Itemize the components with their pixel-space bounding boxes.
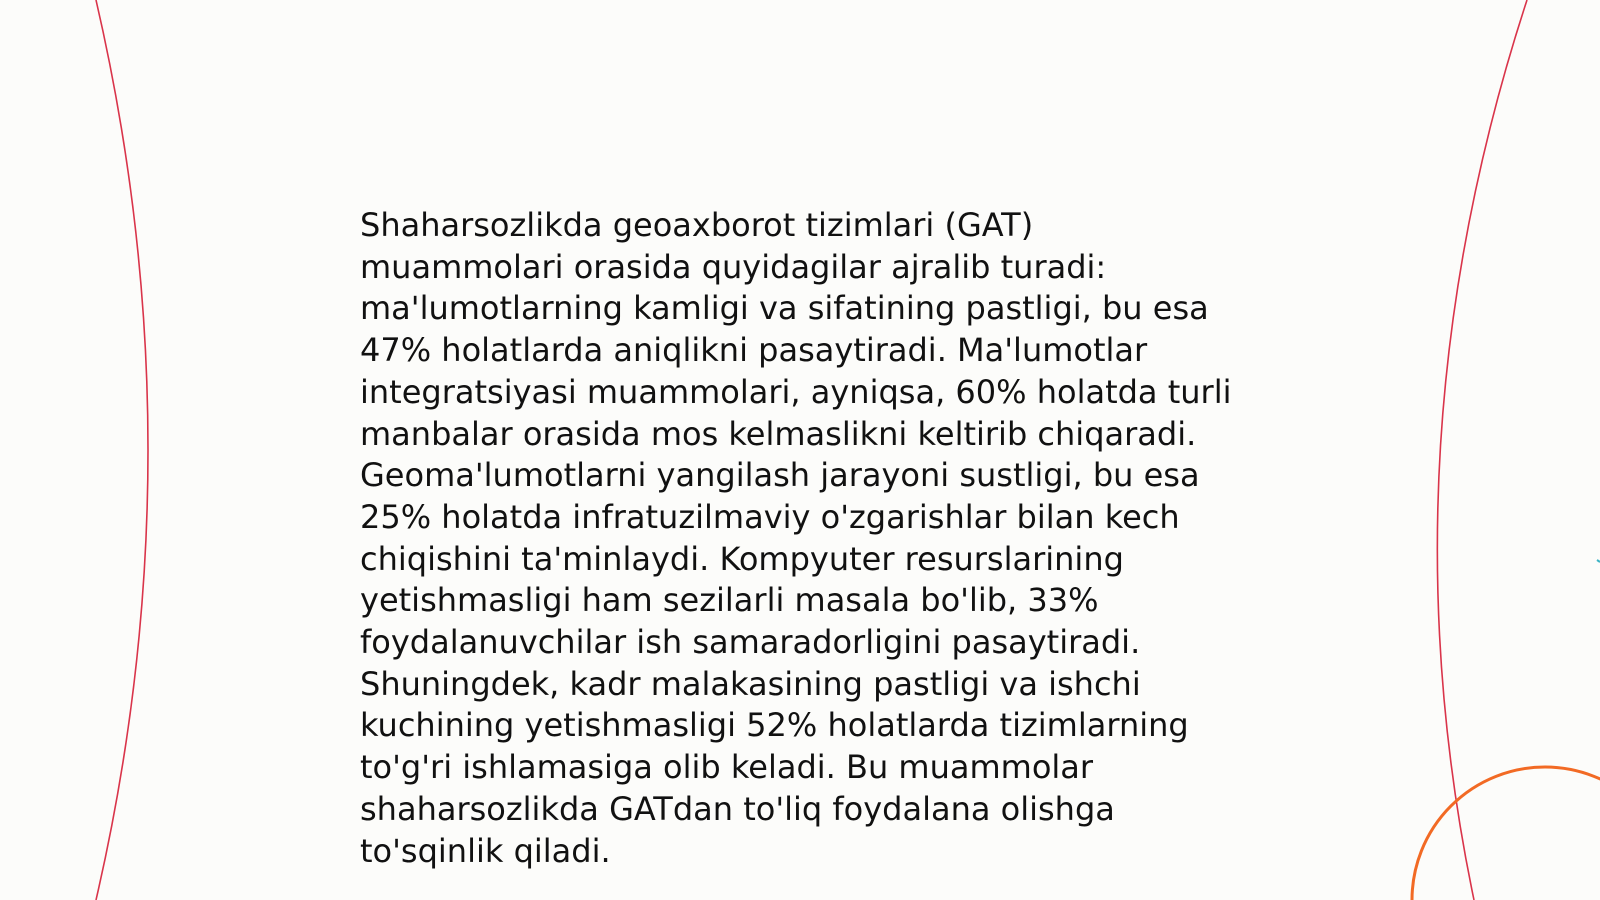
left-arc bbox=[96, 0, 148, 900]
text-line: yetishmasligi ham sezilarli masala bo'lib, 33% bbox=[360, 581, 1099, 620]
text-line: Shaharsozlikda geoaxborot tizimlari (GAT) bbox=[360, 206, 1034, 244]
body-paragraph bbox=[360, 205, 1260, 872]
right-arc bbox=[1437, 0, 1527, 900]
text-line: foydalanuvchilar ish samaradorligini pasaytiradi. bbox=[360, 623, 1141, 662]
text-line: shaharsozlikda GATdan to'liq foydalana olishga bbox=[360, 789, 1115, 828]
text-line: 25% holatda infratuzilmaviy o'zgarishlar bilan kech bbox=[360, 497, 1180, 536]
text-line: to'sqinlik qiladi. bbox=[360, 831, 611, 870]
text-line: muammolari orasida quyidagilar ajralib turadi: bbox=[360, 247, 1107, 286]
text-line: integratsiyasi muammolari, ayniqsa, 60% holatda turli bbox=[360, 372, 1232, 411]
orange-circle-arc bbox=[1412, 767, 1600, 900]
text-line: manbalar orasida mos kelmaslikni keltirib chiqaradi. bbox=[360, 414, 1197, 453]
text-line: Geoma'lumotlarni yangilash jarayoni sustligi, bu esa bbox=[360, 456, 1200, 495]
text-line: ma'lumotlarning kamligi va sifatining pastligi, bu esa bbox=[360, 289, 1209, 328]
text-line: Shuningdek, kadr malakasining pastligi va ishchi bbox=[360, 664, 1141, 703]
text-line: 47% holatlarda aniqlikni pasaytiradi. Ma'lumotlar bbox=[360, 331, 1148, 370]
text-line: chiqishini ta'minlaydi. Kompyuter resurslarining bbox=[360, 539, 1124, 578]
text-line: kuchining yetishmasligi 52% holatlarda tizimlarning bbox=[360, 706, 1189, 745]
text-line: to'g'ri ishlamasiga olib keladi. Bu muammolar bbox=[360, 748, 1094, 787]
